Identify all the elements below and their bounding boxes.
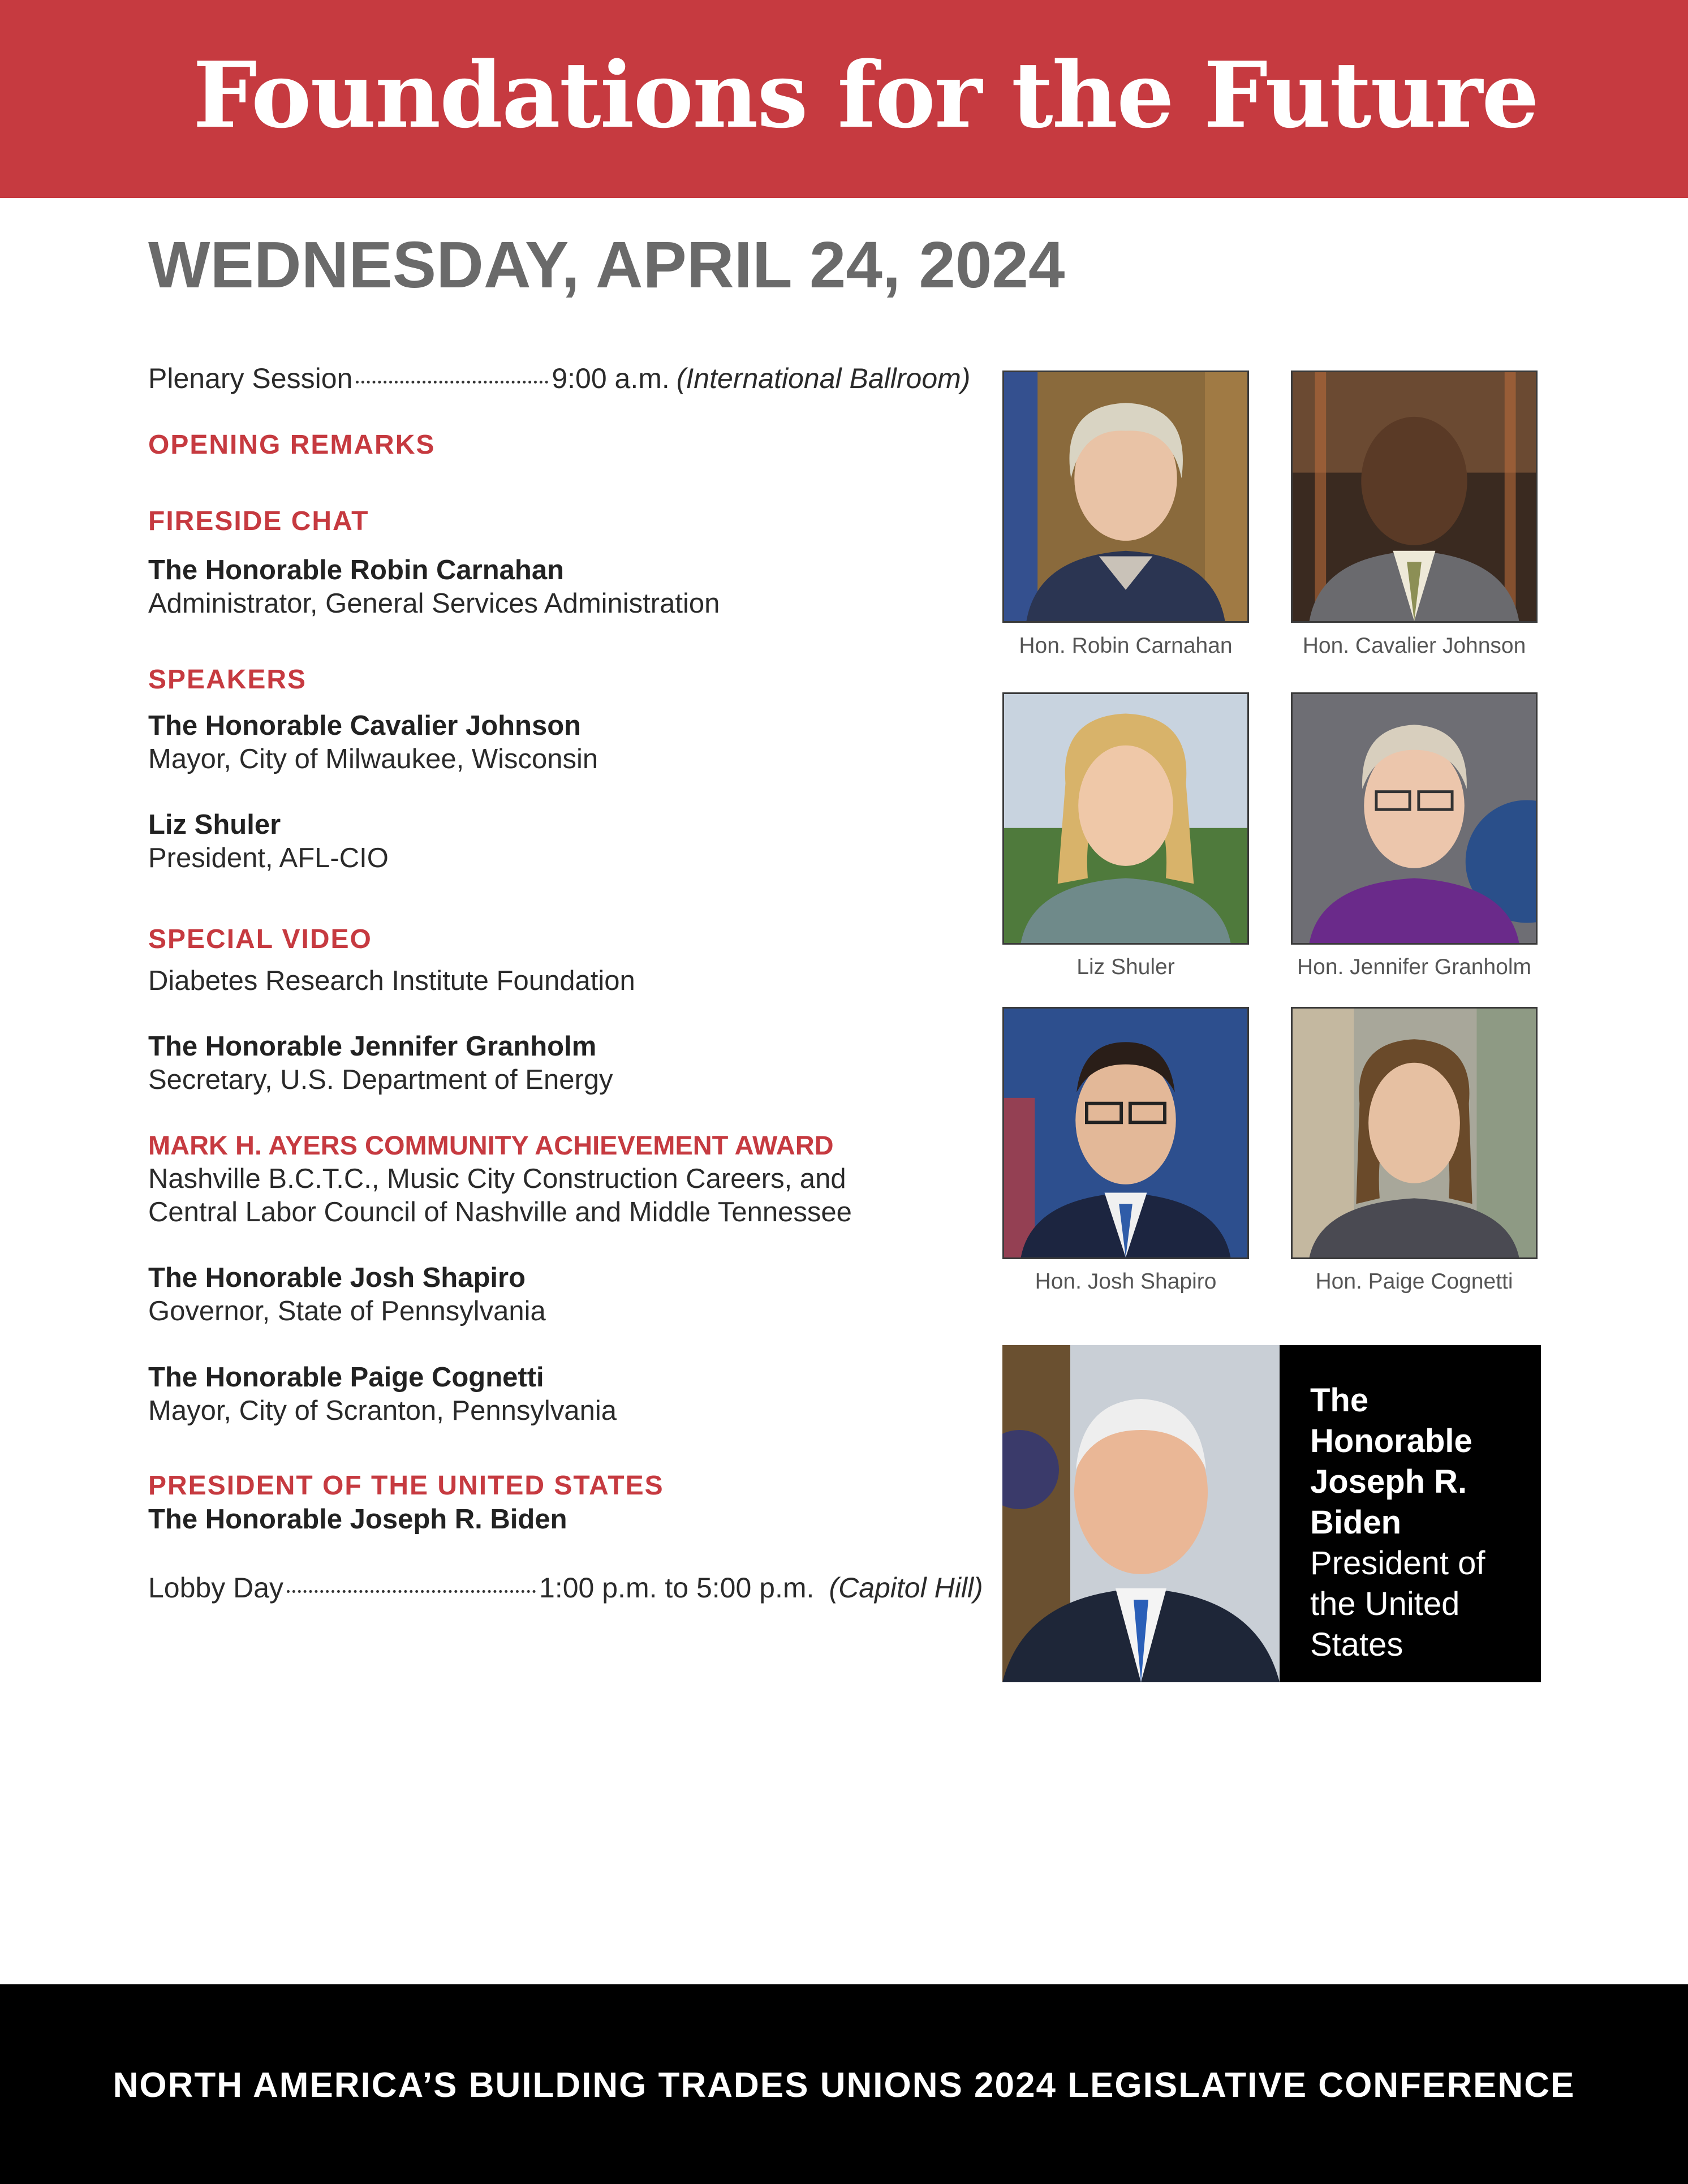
johnson-photo [1291, 371, 1538, 623]
footer-text: NORTH AMERICA’S BUILDING TRADES UNIONS 2024 LEGISLATIVE CONFERENCE [113, 2066, 1575, 2105]
carnahan-photo [1002, 371, 1249, 623]
granholm-name: The Honorable Jennifer Granholm [148, 1031, 597, 1062]
cognetti-photo [1291, 1007, 1538, 1259]
opening-remarks-heading: OPENING REMARKS [148, 430, 436, 460]
shapiro-role: Governor, State of Pennsylvania [148, 1296, 546, 1326]
shapiro-name: The Honorable Josh Shapiro [148, 1263, 526, 1293]
speakers-heading: SPEAKERS [148, 665, 307, 695]
shuler-photo [1002, 692, 1249, 945]
biden-card-line: Joseph R. [1310, 1463, 1467, 1500]
cognetti-role: Mayor, City of Scranton, Pennsylvania [148, 1395, 617, 1426]
footer-banner [0, 1984, 1688, 2184]
biden-card-line: The [1310, 1382, 1369, 1419]
biden-card-line: Honorable [1310, 1423, 1472, 1459]
header-banner [0, 0, 1688, 198]
award-line-1: Nashville B.C.T.C., Music City Construction Careers, and [148, 1164, 846, 1194]
lobby-time: 1:00 p.m. to 5:00 p.m. [539, 1572, 815, 1604]
biden-card-line: President of [1310, 1545, 1485, 1582]
johnson-caption: Hon. Cavalier Johnson [1302, 634, 1526, 658]
fireside-name: The Honorable Robin Carnahan [148, 555, 565, 585]
dot-leader [356, 381, 548, 384]
granholm-role: Secretary, U.S. Department of Energy [148, 1065, 613, 1095]
special-video-text: Diabetes Research Institute Foundation [148, 966, 635, 996]
potus-name: The Honorable Joseph R. Biden [148, 1504, 567, 1535]
page-title: Foundations for the Future [193, 42, 1538, 148]
speaker-name: The Honorable Cavalier Johnson [148, 710, 582, 741]
dot-leader [287, 1590, 536, 1593]
granholm-photo [1291, 692, 1538, 945]
plenary-session-line [148, 362, 970, 395]
cognetti-name: The Honorable Paige Cognetti [148, 1362, 544, 1393]
plenary-label: Plenary Session [148, 363, 353, 394]
biden-feature-card [1002, 1345, 1541, 1682]
biden-card-text [1310, 1380, 1531, 1665]
biden-card-line: States [1310, 1626, 1403, 1663]
lobby-location: (Capitol Hill) [829, 1572, 983, 1604]
cognetti-caption: Hon. Paige Cognetti [1315, 1269, 1513, 1294]
shapiro-caption: Hon. Josh Shapiro [1035, 1269, 1217, 1294]
plenary-location: (International Ballroom) [676, 363, 971, 394]
biden-card-line: the United [1310, 1586, 1460, 1622]
speaker-role: President, AFL-CIO [148, 843, 389, 873]
lobby-label: Lobby Day [148, 1572, 284, 1604]
speaker-name: Liz Shuler [148, 809, 281, 840]
biden-photo [1002, 1345, 1280, 1682]
fireside-role: Administrator, General Services Administration [148, 588, 720, 619]
speaker-role: Mayor, City of Milwaukee, Wisconsin [148, 744, 598, 774]
plenary-time: 9:00 a.m. [552, 363, 670, 394]
carnahan-caption: Hon. Robin Carnahan [1019, 634, 1233, 658]
special-video-heading: SPECIAL VIDEO [148, 924, 372, 954]
award-heading: MARK H. AYERS COMMUNITY ACHIEVEMENT AWARD [148, 1130, 834, 1160]
biden-card-line: Biden [1310, 1504, 1402, 1541]
date-heading: WEDNESDAY, APRIL 24, 2024 [148, 228, 1065, 301]
potus-heading: PRESIDENT OF THE UNITED STATES [148, 1471, 664, 1501]
award-line-2: Central Labor Council of Nashville and Middle Tennessee [148, 1197, 852, 1227]
lobby-day-line [148, 1571, 983, 1604]
shuler-caption: Liz Shuler [1076, 955, 1175, 979]
fireside-chat-heading: FIRESIDE CHAT [148, 506, 369, 536]
shapiro-photo [1002, 1007, 1249, 1259]
granholm-caption: Hon. Jennifer Granholm [1297, 955, 1532, 979]
